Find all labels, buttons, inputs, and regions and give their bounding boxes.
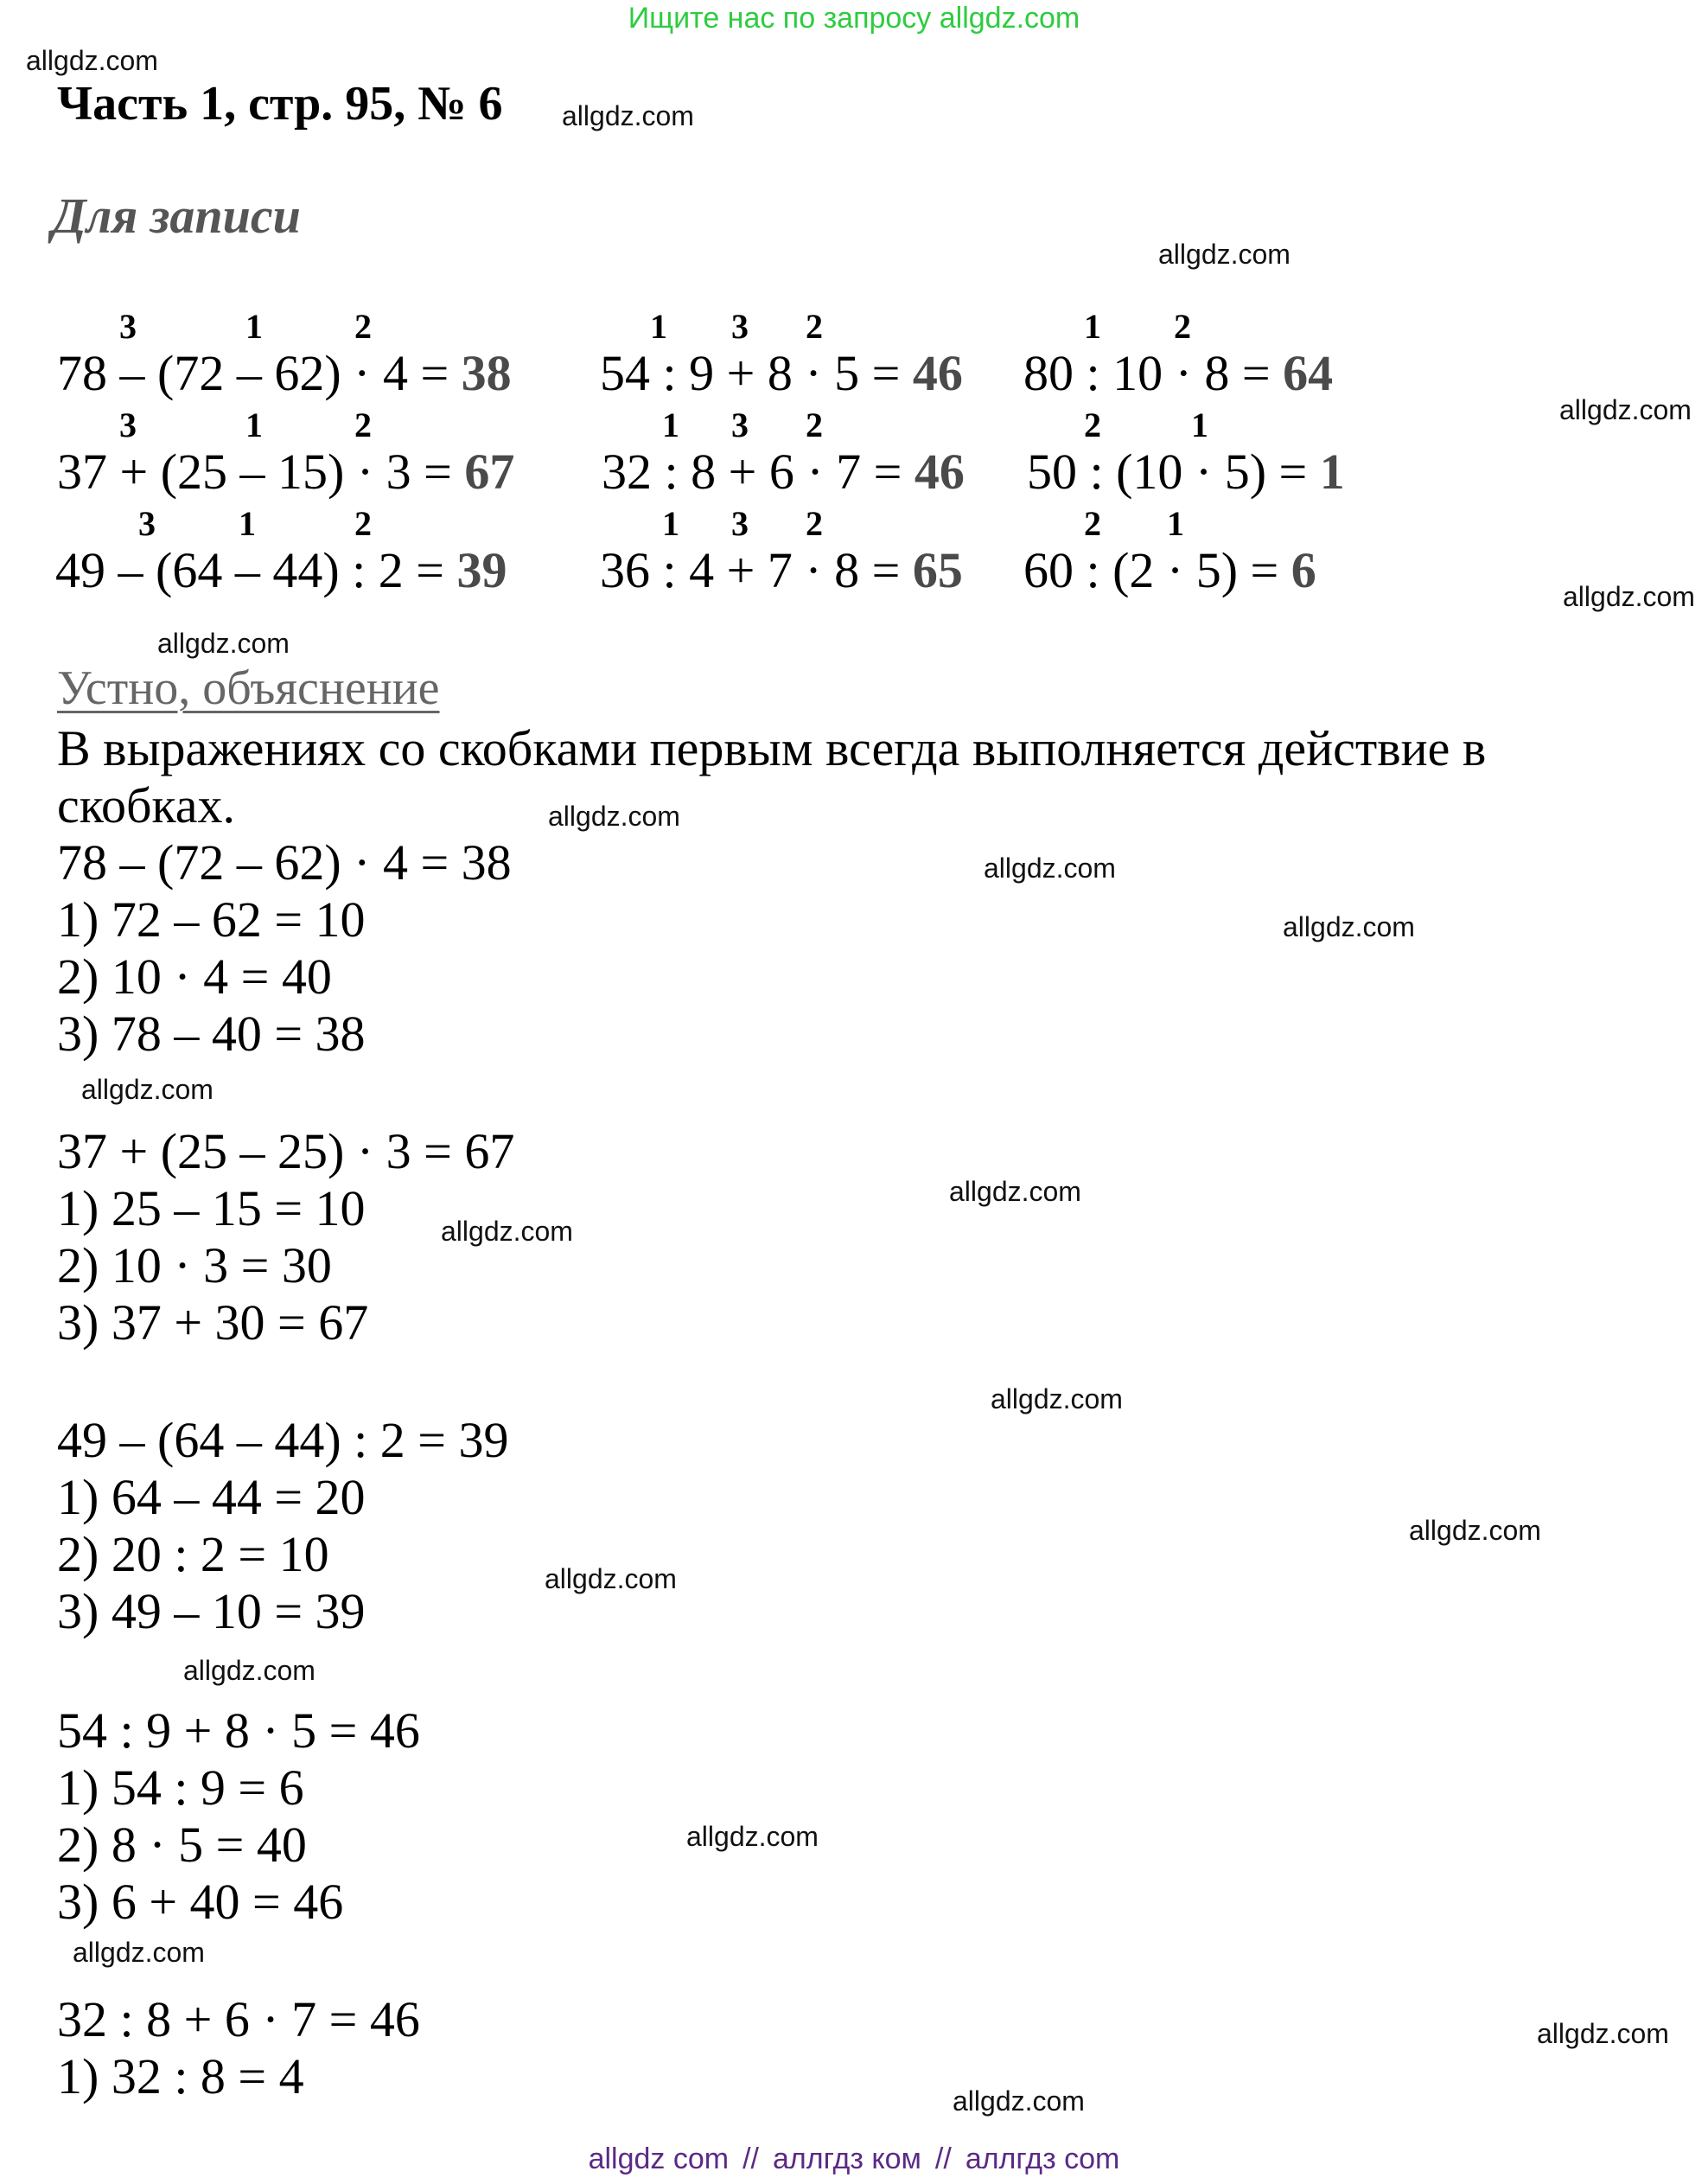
- worked-expression: 32 : 8 + 6 · 7 = 46: [57, 1991, 420, 2047]
- expression: 49 – (64 – 44) : 2 = 39: [55, 542, 507, 598]
- watermark: allgdz.com: [686, 1821, 819, 1852]
- step-line: 1) 25 – 15 = 10: [57, 1180, 366, 1236]
- top-banner[interactable]: Ищите нас по запросу allgdz.com: [628, 2, 1080, 35]
- order-marker: 1: [245, 307, 263, 346]
- order-marker: 2: [1174, 307, 1191, 346]
- watermark: allgdz.com: [1409, 1515, 1541, 1546]
- worked-expression: 37 + (25 – 25) · 3 = 67: [57, 1123, 515, 1179]
- answer: 46: [914, 444, 965, 500]
- watermark: allgdz.com: [984, 853, 1116, 884]
- order-marker: 1: [662, 406, 679, 444]
- step-line: 3) 49 – 10 = 39: [57, 1583, 366, 1639]
- explanation-text: В выражениях со скобками первым всегда выполняется действие в: [57, 720, 1487, 776]
- step-line: 3) 37 + 30 = 67: [57, 1294, 369, 1351]
- step-line: 1) 32 : 8 = 4: [57, 2048, 304, 2104]
- footer-separator: //: [742, 2142, 760, 2175]
- order-marker: 1: [245, 406, 263, 444]
- order-marker: 1: [650, 307, 667, 346]
- expression: 80 : 10 · 8 = 64: [1023, 345, 1334, 401]
- worked-expression: 49 – (64 – 44) : 2 = 39: [57, 1412, 509, 1468]
- answer: 1: [1319, 444, 1345, 500]
- order-marker: 1: [662, 504, 679, 543]
- watermark: allgdz.com: [562, 100, 694, 131]
- order-marker: 2: [1084, 504, 1101, 543]
- order-marker: 2: [806, 406, 823, 444]
- order-marker: 1: [239, 504, 256, 543]
- expression: 50 : (10 · 5) = 1: [1027, 444, 1345, 500]
- step-line: 1) 54 : 9 = 6: [57, 1759, 304, 1816]
- watermark: allgdz.com: [1158, 239, 1291, 270]
- order-marker: 2: [806, 504, 823, 543]
- step-line: 3) 6 + 40 = 46: [57, 1874, 344, 1930]
- watermark: allgdz.com: [548, 801, 680, 832]
- order-marker: 2: [354, 504, 372, 543]
- footer-separator: //: [934, 2142, 952, 2175]
- expression: 32 : 8 + 6 · 7 = 46: [602, 444, 965, 500]
- answer: 46: [912, 345, 963, 401]
- footer-link[interactable]: аллгдз com: [965, 2142, 1120, 2175]
- worked-expression: 54 : 9 + 8 · 5 = 46: [57, 1702, 420, 1759]
- order-marker: 2: [354, 406, 372, 444]
- expression: 78 – (72 – 62) · 4 = 38: [57, 345, 512, 401]
- order-marker: 3: [119, 307, 137, 346]
- section-subtitle: Для записи: [52, 188, 301, 244]
- footer-links: [0, 2142, 1708, 2176]
- expression: 60 : (2 · 5) = 6: [1023, 542, 1316, 598]
- watermark: allgdz.com: [1283, 911, 1415, 942]
- answer: 6: [1291, 542, 1316, 598]
- watermark: allgdz.com: [1563, 581, 1695, 612]
- order-marker: 2: [806, 307, 823, 346]
- order-marker: 2: [1084, 406, 1101, 444]
- order-marker: 2: [354, 307, 372, 346]
- watermark: allgdz.com: [26, 45, 158, 76]
- explanation-heading: Устно, объяснение: [57, 661, 440, 715]
- order-marker: 3: [731, 307, 749, 346]
- footer-link[interactable]: аллгдз ком: [773, 2142, 921, 2175]
- page-title: Часть 1, стр. 95, № 6: [57, 77, 503, 131]
- order-marker: 3: [731, 504, 749, 543]
- watermark: allgdz.com: [183, 1655, 315, 1686]
- watermark: allgdz.com: [1559, 394, 1692, 425]
- order-marker: 3: [731, 406, 749, 444]
- step-line: 2) 20 : 2 = 10: [57, 1526, 329, 1582]
- step-line: 3) 78 – 40 = 38: [57, 1006, 366, 1062]
- watermark: allgdz.com: [953, 2085, 1085, 2117]
- step-line: 1) 64 – 44 = 20: [57, 1469, 366, 1525]
- watermark: allgdz.com: [991, 1383, 1123, 1414]
- answer: 38: [461, 345, 512, 401]
- watermark: allgdz.com: [1537, 2018, 1669, 2049]
- expression: 36 : 4 + 7 · 8 = 65: [600, 542, 963, 598]
- step-line: 2) 8 · 5 = 40: [57, 1817, 307, 1873]
- explanation-text: скобках.: [57, 777, 236, 833]
- answer: 67: [464, 444, 515, 500]
- footer-link[interactable]: allgdz com: [588, 2142, 730, 2175]
- answer: 64: [1283, 345, 1334, 401]
- answer: 65: [912, 542, 963, 598]
- order-marker: 3: [138, 504, 156, 543]
- order-marker: 1: [1167, 504, 1184, 543]
- watermark: allgdz.com: [949, 1176, 1081, 1207]
- worked-expression: 78 – (72 – 62) · 4 = 38: [57, 834, 512, 891]
- step-line: 2) 10 · 4 = 40: [57, 948, 332, 1005]
- order-marker: 1: [1191, 406, 1208, 444]
- step-line: 2) 10 · 3 = 30: [57, 1237, 332, 1293]
- expression: 54 : 9 + 8 · 5 = 46: [600, 345, 963, 401]
- watermark: allgdz.com: [441, 1216, 573, 1247]
- watermark: allgdz.com: [73, 1937, 205, 1968]
- order-marker: 1: [1084, 307, 1101, 346]
- step-line: 1) 72 – 62 = 10: [57, 891, 366, 948]
- answer: 39: [456, 542, 507, 598]
- watermark: allgdz.com: [157, 628, 290, 659]
- order-marker: 3: [119, 406, 137, 444]
- expression: 37 + (25 – 15) · 3 = 67: [57, 444, 515, 500]
- watermark: allgdz.com: [545, 1563, 677, 1594]
- watermark: allgdz.com: [81, 1074, 214, 1105]
